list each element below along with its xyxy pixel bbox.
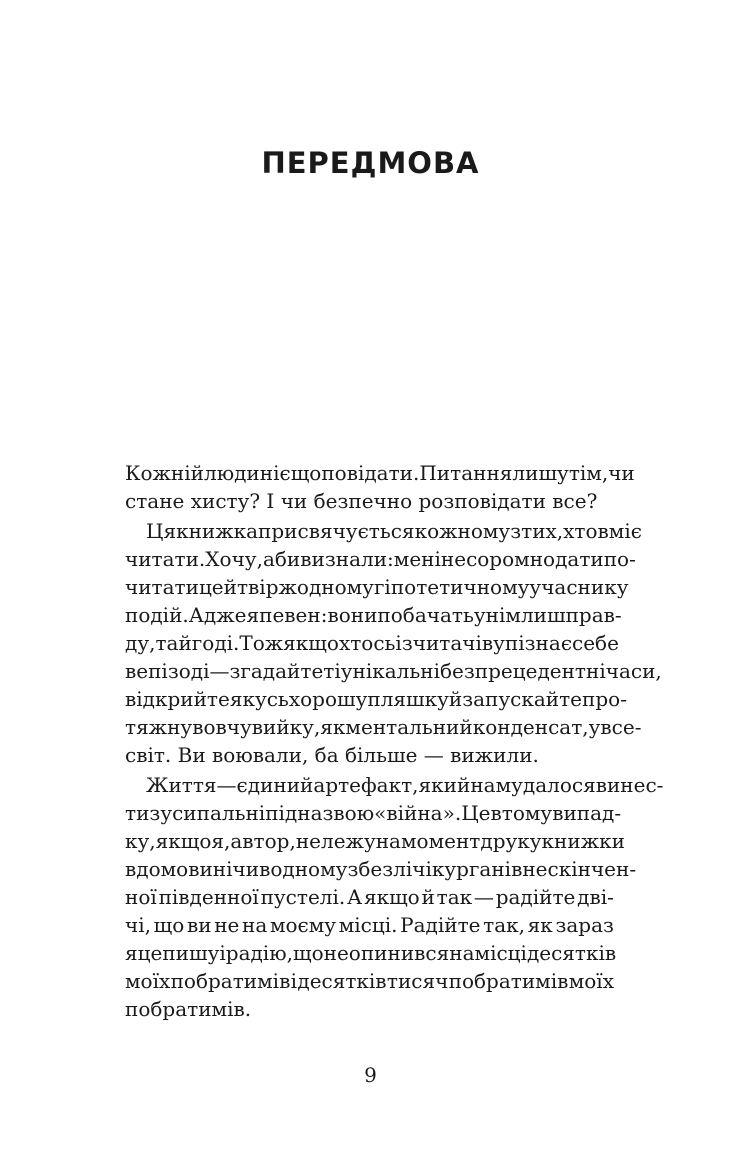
text-line: світ. Ви воювали, ба більше — вижили. [125,743,539,767]
page-number: 9 [364,1063,377,1087]
text-line: Кожній людині є що повідати. Питання лиш у тім, чи [125,461,635,485]
text-line: чі, що ви не на моєму місці. Радійте так, як зараз [125,913,614,937]
text-line: подій. Адже я певен: вони побачать у нім лиш прав- [125,603,622,627]
text-line: моїх побратимів і десятків тисяч побратимів моїх [125,969,614,993]
text-line: в епізоді — згадайте ті унікальні безпрецедентні часи, [125,659,662,683]
text-line: Ця книжка присвячується кожному з тих, хто вміє [146,519,642,543]
text-line: побратимів. [125,997,252,1021]
text-line: в домовині чи в одному з безлічі курганів нескінчен- [125,857,637,881]
text-line: я це пишу і радію, що не опинився на місці десятків [125,941,617,965]
text-line: ду, та й годі. Тож якщо хтось із читачів упізнає себе [125,631,619,655]
text-line: ної південної пустелі. А якщо й так — радійте дві- [125,885,614,909]
text-line: ку, якщо я, автор, не лежу на момент друку книжки [125,829,625,853]
text-line: Життя — єдиний артефакт, який нам удалося винес- [146,773,664,797]
text-line: читати. Хочу, аби ви знали: мені не соромно дати по- [125,547,636,571]
page-title: ПЕРЕДМОВА [261,146,480,180]
text-line: ти з усипальні під назвою «війна». Це в тому випад- [125,801,622,825]
text-line: читати цей твір жодному гіпотетичному учаснику [125,575,629,599]
text-line: відкрийте якусь хорошу пляшку й запускайте про- [125,687,627,711]
text-line: стане хисту? І чи безпечно розповідати все? [125,489,598,513]
text-line: тяжну вовчу вийку, як ментальний конденсат, у все- [125,715,642,739]
